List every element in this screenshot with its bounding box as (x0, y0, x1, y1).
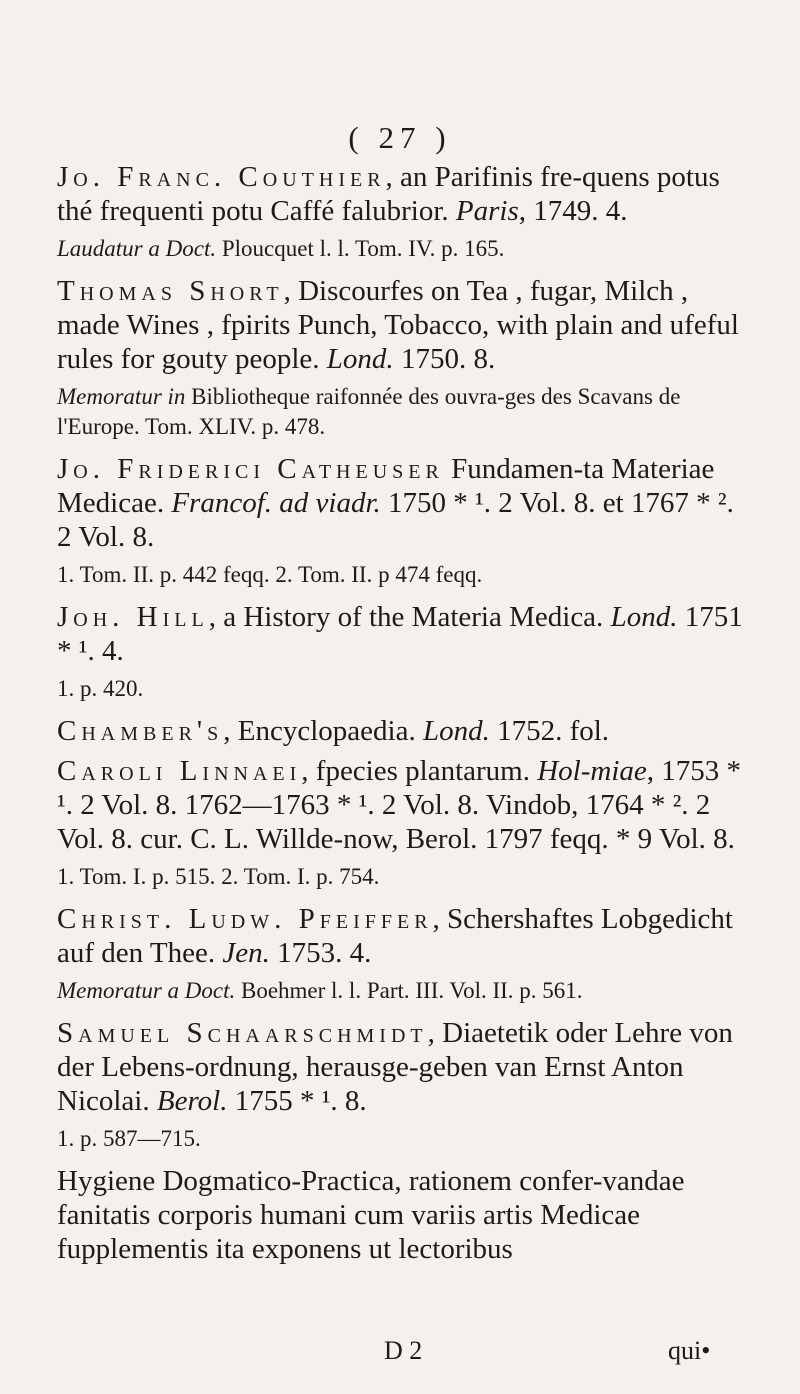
entry-note (57, 560, 743, 590)
bibliography-entry (57, 714, 743, 748)
note-lead: Memoratur a Doct. (57, 978, 236, 1003)
entry-imprint: 1752. fol. (489, 715, 610, 747)
entry-title: , fpecies plantarum. (301, 755, 538, 787)
signature-mark: D 2 (384, 1336, 423, 1365)
note-text: Bibliotheque raifonnée des ouvra-ges des Scavans de l'Europe. Tom. XLIV. p. 478. (57, 384, 681, 439)
entry-author: Caroli Linnaei (57, 755, 302, 787)
entry-note (57, 976, 743, 1006)
note-text: 1. p. 587—715. (57, 1126, 201, 1151)
entry-place: Lond. (326, 343, 394, 375)
entry-author: Jo. Franc. Couthier (57, 161, 386, 193)
bibliography-entry (57, 754, 743, 856)
entry-place: Berol. (156, 1085, 228, 1117)
entry-title: Hygiene Dogmatico-Practica, rationem confer-vandae fanitatis corporis humani cum variis artis Medicae fupplementis ita exponens ut lectoribus (57, 1165, 685, 1265)
entry-imprint: 1750 * ¹. 2 Vol. 8. et 1767 * ². 2 Vol. 8. (57, 487, 734, 553)
entry-title: , Schershaftes Lobgedicht auf den Thee. (57, 903, 733, 969)
entry-author: Chamber's (57, 715, 224, 747)
note-lead: Memoratur in (57, 384, 186, 409)
entry-place: Lond. (610, 601, 678, 633)
entry-imprint: 1755 * ¹. 8. (227, 1085, 367, 1117)
note-text: 1. p. 420. (57, 676, 144, 701)
entry-place: Francof. ad viadr. (171, 487, 381, 519)
entry-place: Hol-miae (537, 755, 647, 787)
entry-place: Paris (455, 195, 519, 227)
page-number: ( 27 ) (348, 120, 452, 155)
note-text: 1. Tom. I. p. 515. 2. Tom. I. p. 754. (57, 864, 380, 889)
entry-author: Christ. Ludw. Pfeiffer (57, 903, 433, 935)
bibliography-entry (57, 1164, 743, 1266)
bibliography-entry (57, 160, 743, 228)
entry-note (57, 382, 743, 442)
entry-author: Joh. Hill (57, 601, 209, 633)
entry-title: , an Parifinis fre-quens potus thé frequenti potu Caffé falubrior. (57, 161, 720, 227)
note-text: 1. Tom. II. p. 442 feqq. 2. Tom. II. p 474 feqq. (57, 562, 483, 587)
note-text: Ploucquet l. l. Tom. IV. p. 165. (216, 236, 505, 261)
entry-title: , Diaetetik oder Lehre von der Lebens-ordnung, herausge-geben van Ernst Anton Nicolai. (57, 1017, 733, 1117)
entry-place: Lond. (422, 715, 490, 747)
note-lead: Laudatur a Doct. (57, 236, 217, 261)
entry-note (57, 674, 743, 704)
entry-author: Jo. Friderici Catheuser (57, 453, 444, 485)
bibliography-entry (57, 902, 743, 970)
entry-title: Fundamen-ta Materiae Medicae. (57, 453, 715, 519)
entry-title: , Encyclopaedia. (223, 715, 423, 747)
bibliography-entry (57, 600, 743, 668)
entry-note (57, 234, 743, 264)
entry-note (57, 1124, 743, 1154)
entry-title: , Discourfes on Tea , fugar, Milch , made Wines , fpirits Punch, Tobacco, with plain and ufeful rules for gouty people. (57, 275, 739, 375)
entry-imprint: , 1749. 4. (518, 195, 628, 227)
bibliography-list (57, 160, 743, 1272)
entry-author: Thomas Short (57, 275, 284, 307)
entry-author: Samuel Schaarschmidt (57, 1017, 428, 1049)
entry-imprint: 1750. 8. (393, 343, 496, 375)
bibliography-entry (57, 274, 743, 376)
entry-imprint: , 1753 * ¹. 2 Vol. 8. 1762—1763 * ¹. 2 Vol. 8. Vindob, 1764 * ². 2 Vol. 8. cur. C. L. Willde-now, Berol. 1797 feqq. * 9 Vol. 8. (57, 755, 741, 855)
bibliography-entry (57, 452, 743, 554)
entry-imprint: 1751 * ¹. 4. (57, 601, 743, 667)
bibliography-entry (57, 1016, 743, 1118)
entry-title: , a History of the Materia Medica. (208, 601, 611, 633)
entry-place: Jen. (222, 937, 270, 969)
note-text: Boehmer l. l. Part. III. Vol. II. p. 561. (235, 978, 583, 1003)
catchword: qui• (668, 1336, 711, 1365)
entry-note (57, 862, 743, 892)
entry-imprint: 1753. 4. (269, 937, 372, 969)
